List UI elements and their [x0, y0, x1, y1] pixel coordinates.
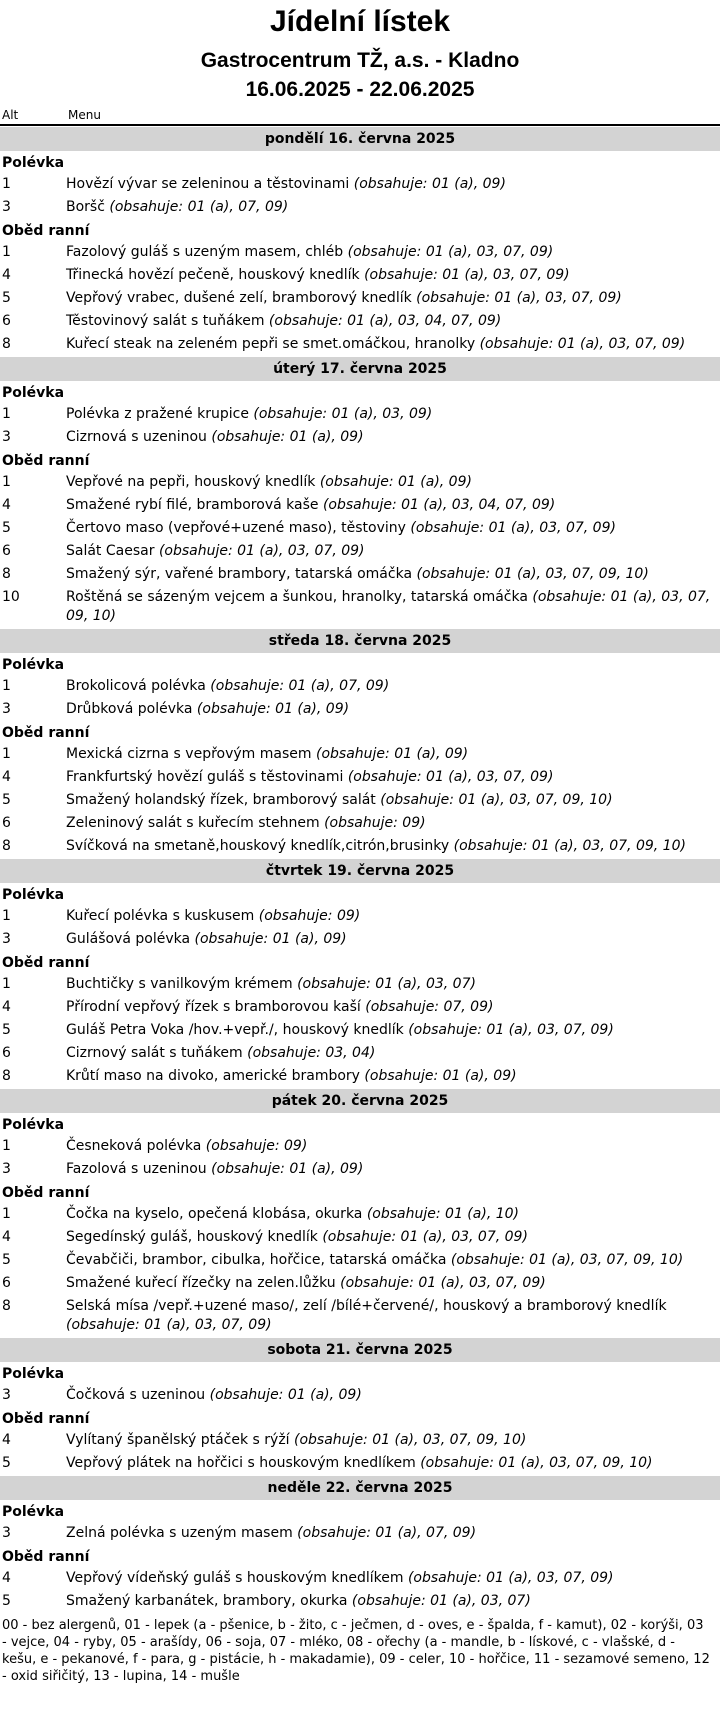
menu-item-alt: 4: [2, 1570, 11, 1586]
menu-item: [0, 310, 720, 333]
menu-item-alt: 1: [2, 678, 11, 694]
menu-item-name: Čočková s uzeninou: [66, 1387, 206, 1403]
menu-item-description: [66, 1228, 720, 1247]
menu-item-alt: 1: [2, 976, 11, 992]
menu-item-alt: 5: [2, 1022, 11, 1038]
section-title: Polévka: [2, 657, 65, 673]
menu-item-allergens: (obsahuje: 01 (a), 03, 07, 09, 10): [66, 589, 711, 624]
menu-item-allergens: (obsahuje: 01 (a), 03, 07, 09, 10): [380, 792, 613, 808]
menu-item-allergens: (obsahuje: 01 (a), 03, 07, 09): [479, 336, 686, 352]
menu-item-description: [66, 289, 720, 308]
section-title: Polévka: [2, 1366, 65, 1382]
menu-item-name: Mexická cizrna s vepřovým masem: [66, 746, 312, 762]
menu-item: [0, 403, 720, 426]
menu-item-description: [66, 998, 720, 1017]
menu-item: [0, 333, 720, 356]
menu-item-alt: 6: [2, 815, 11, 831]
menu-item-alt: 1: [2, 176, 11, 192]
menu-item-name: Vylítaný španělský ptáček s rýží: [66, 1432, 290, 1448]
menu-item-alt: 5: [2, 1593, 11, 1609]
menu-item: [0, 586, 720, 628]
menu-item-description: [66, 1454, 720, 1473]
section-title: Oběd ranní: [2, 1185, 90, 1201]
section-title: Oběd ranní: [2, 453, 90, 469]
menu-item-allergens: (obsahuje: 01 (a), 03, 07, 09): [340, 1275, 546, 1291]
menu-item-name: Buchtičky s vanilkovým krémem: [66, 976, 293, 992]
menu-item-description: [66, 930, 720, 949]
menu-item-alt: 8: [2, 336, 11, 352]
menu-item: [0, 471, 720, 494]
menu-item-allergens: (obsahuje: 01 (a), 09): [209, 1387, 362, 1403]
menu-item-name: Drůbková polévka: [66, 701, 193, 717]
menu-item-name: Zeleninový salát s kuřecím stehnem: [66, 815, 320, 831]
menu-item-name: Smažený holandský řízek, bramborový salát: [66, 792, 376, 808]
menu-item-description: [66, 1067, 720, 1086]
menu-item-name: Krůtí maso na divoko, americké brambory: [66, 1068, 360, 1084]
menu-item: [0, 287, 720, 310]
menu-item: [0, 1590, 720, 1613]
menu-item-alt: 1: [2, 1138, 11, 1154]
menu-item-description: [66, 1044, 720, 1063]
menu-item-alt: 8: [2, 566, 11, 582]
menu-item-allergens: (obsahuje: 01 (a), 09): [364, 1068, 517, 1084]
menu-item-allergens: (obsahuje: 01 (a), 10): [366, 1206, 519, 1222]
menu-item-name: Guláš Petra Voka /hov.+vepř./, houskový knedlík: [66, 1022, 404, 1038]
menu-item-alt: 3: [2, 1161, 11, 1177]
section-title: Oběd ranní: [2, 725, 90, 741]
menu-item-alt: 6: [2, 1275, 11, 1291]
menu-item: [0, 1135, 720, 1158]
menu-item-name: Svíčková na smetaně,houskový knedlík,citrón,brusinky: [66, 838, 450, 854]
menu-item: [0, 1567, 720, 1590]
menu-item: [0, 517, 720, 540]
menu-item-description: [66, 542, 720, 561]
menu-item: [0, 563, 720, 586]
menu-item-description: [66, 975, 720, 994]
menu-item-allergens: (obsahuje: 01 (a), 09): [319, 474, 472, 490]
column-header-alt: Alt: [2, 108, 19, 122]
menu-item-description: [66, 519, 720, 538]
menu-item-allergens: (obsahuje: 01 (a), 09): [194, 931, 347, 947]
menu-item: [0, 494, 720, 517]
day-header: pondělí 16. června 2025: [0, 127, 720, 151]
menu-item-description: [66, 1137, 720, 1156]
menu-item-allergens: (obsahuje: 01 (a), 03, 07): [297, 976, 476, 992]
menu-item-name: Smažené kuřecí řízečky na zelen.lůžku: [66, 1275, 336, 1291]
menu-item: [0, 835, 720, 858]
menu-item-description: [66, 312, 720, 331]
menu-item: [0, 1522, 720, 1545]
menu-item-alt: 8: [2, 1068, 11, 1084]
section-title: Oběd ranní: [2, 1549, 90, 1565]
menu-item-description: [66, 791, 720, 810]
menu-item-alt: 4: [2, 1229, 11, 1245]
menu-item-alt: 3: [2, 429, 11, 445]
menu-item: [0, 1272, 720, 1295]
menu-item-alt: 3: [2, 1387, 11, 1403]
menu-item-name: Cizrnová s uzeninou: [66, 429, 207, 445]
menu-item-description: [66, 677, 720, 696]
menu-item: [0, 1158, 720, 1181]
menu-item-name: Fazolová s uzeninou: [66, 1161, 207, 1177]
menu-item: [0, 173, 720, 196]
menu-item-name: Smažené rybí filé, bramborová kaše: [66, 497, 319, 513]
menu-item-description: [66, 405, 720, 424]
menu-item: [0, 1226, 720, 1249]
menu-item-allergens: (obsahuje: 03, 04): [247, 1045, 376, 1061]
menu-item-name: Těstovinový salát s tuňákem: [66, 313, 265, 329]
menu-item-allergens: (obsahuje: 01 (a), 03, 07, 09, 10): [450, 1252, 684, 1268]
menu-item-alt: 3: [2, 1525, 11, 1541]
menu-item-name: Zelná polévka s uzeným masem: [66, 1525, 293, 1541]
menu-item: [0, 1452, 720, 1475]
menu-item-allergens: (obsahuje: 01 (a), 03, 07, 09): [364, 267, 570, 283]
menu-item-alt: 6: [2, 543, 11, 559]
menu-item-description: [66, 907, 720, 926]
menu-item-allergens: (obsahuje: 01 (a), 03, 07, 09): [347, 769, 554, 785]
section-title: Polévka: [2, 1117, 65, 1133]
menu-item-allergens: (obsahuje: 01 (a), 03, 07, 09): [347, 244, 554, 260]
menu-item: [0, 905, 720, 928]
menu-item-alt: 5: [2, 792, 11, 808]
menu-item-alt: 3: [2, 199, 11, 215]
menu-item-allergens: (obsahuje: 01 (a), 03, 07, 09): [322, 1229, 528, 1245]
menu-item-alt: 4: [2, 769, 11, 785]
menu-item-name: Třinecká hovězí pečeně, houskový knedlík: [66, 267, 360, 283]
menu-item-name: Vepřový plátek na hořčici s houskovým knedlíkem: [66, 1455, 416, 1471]
menu-item: [0, 1384, 720, 1407]
menu-item-name: Vepřový vídeňský guláš s houskovým knedlíkem: [66, 1570, 404, 1586]
menu-item-allergens: (obsahuje: 01 (a), 09): [353, 176, 506, 192]
menu-item-name: Kuřecí steak na zeleném pepři se smet.omáčkou, hranolky: [66, 336, 476, 352]
menu-item-alt: 8: [2, 1298, 11, 1314]
page-title: Jídelní lístek: [269, 5, 451, 38]
menu-item: [0, 1019, 720, 1042]
menu-item-alt: 4: [2, 999, 11, 1015]
section-title: Polévka: [2, 155, 65, 171]
menu-item-name: Fazolový guláš s uzeným masem, chléb: [66, 244, 344, 260]
menu-item-allergens: (obsahuje: 01 (a), 09): [211, 1161, 364, 1177]
menu-item-description: [66, 1386, 720, 1405]
menu-item-allergens: (obsahuje: 01 (a), 07, 09): [210, 678, 390, 694]
section-title: Oběd ranní: [2, 223, 90, 239]
menu-item-allergens: (obsahuje: 01 (a), 03, 07): [351, 1593, 531, 1609]
menu-item-name: Brokolicová polévka: [66, 678, 206, 694]
menu-item-alt: 4: [2, 497, 11, 513]
menu-item: [0, 996, 720, 1019]
menu-item: [0, 264, 720, 287]
menu-item: [0, 540, 720, 563]
menu-item-allergens: (obsahuje: 01 (a), 03, 07, 09, 10): [420, 1455, 653, 1471]
menu-item-description: [66, 745, 720, 764]
menu-item-alt: 3: [2, 931, 11, 947]
menu-item-alt: 4: [2, 1432, 11, 1448]
menu-item-allergens: (obsahuje: 01 (a), 03, 04, 07, 09): [268, 313, 502, 329]
menu-item-description: [66, 1160, 720, 1179]
menu-item-description: [66, 266, 720, 285]
menu-item-name: Selská mísa /vepř.+uzené maso/, zelí /bílé+červené/, houskový a bramborový knedlík: [66, 1298, 667, 1314]
allergen-legend: 00 - bez alergenů, 01 - lepek (a - pšenice, b - žito, c - ječmen, d - oves, e - špalda, f - kamut), 02 - korýši, 03 - vejce, 04 - ryby, 05 - arašídy, 06 - soja, 07 - mléko, 08 - ořechy (a - mandle, b - lískové, c - vlašské, d - kešu, e - pekanové, f - para, g - pistácie, h - makadamie), 09 - celer, 10 - hořčice, 11 - sezamové semeno, 12 - oxid siřičitý, 13 - lupina, 14 - mušle: [2, 1618, 710, 1684]
menu-item-name: Čertovo maso (vepřové+uzené maso), těstoviny: [66, 520, 406, 536]
column-header-menu: Menu: [68, 108, 101, 122]
menu-item-allergens: (obsahuje: 09): [205, 1138, 308, 1154]
menu-item: [0, 1249, 720, 1272]
menu-item: [0, 1429, 720, 1452]
days-container: [0, 127, 720, 1613]
menu-item-allergens: (obsahuje: 01 (a), 09): [211, 429, 364, 445]
menu-item-name: Gulášová polévka: [66, 931, 191, 947]
menu-item-description: [66, 814, 720, 833]
menu-item-allergens: (obsahuje: 01 (a), 09): [315, 746, 469, 762]
menu-item-name: Přírodní vepřový řízek s bramborovou kaší: [66, 999, 361, 1015]
menu-item-description: [66, 837, 720, 856]
menu-item-alt: 1: [2, 406, 11, 422]
menu-item-allergens: (obsahuje: 01 (a), 03, 07, 09, 10): [294, 1432, 527, 1448]
menu-item: [0, 1042, 720, 1065]
menu-item-description: [66, 1274, 720, 1293]
menu-item-description: [66, 768, 720, 787]
day-header: čtvrtek 19. června 2025: [0, 859, 720, 883]
menu-item-name: Frankfurtský hovězí guláš s těstovinami: [66, 769, 344, 785]
menu-item: [0, 1065, 720, 1088]
menu-item-alt: 1: [2, 908, 11, 924]
menu-item-name: Hovězí vývar se zeleninou a těstovinami: [66, 176, 350, 192]
column-header-row: [0, 107, 720, 126]
menu-item: [0, 675, 720, 698]
menu-item-description: [66, 1021, 720, 1040]
menu-item: [0, 743, 720, 766]
menu-item-name: Vepřový vrabec, dušené zelí, bramborový knedlík: [66, 290, 412, 306]
menu-item: [0, 698, 720, 721]
menu-item-allergens: (obsahuje: 01 (a), 07, 09): [109, 199, 289, 215]
day-header: sobota 21. června 2025: [0, 1338, 720, 1362]
menu-item-allergens: (obsahuje: 01 (a), 03, 07, 09, 10): [416, 566, 649, 582]
canteen-name: Gastrocentrum TŽ, a.s. - Kladno: [200, 49, 520, 72]
menu-item: [0, 241, 720, 264]
menu-item-description: [66, 1205, 720, 1224]
day-header: neděle 22. června 2025: [0, 1476, 720, 1500]
menu-item-description: [66, 1592, 720, 1611]
menu-item-allergens: (obsahuje: 01 (a), 03, 07, 09): [407, 1570, 614, 1586]
menu-item-alt: 5: [2, 520, 11, 536]
section-title: Oběd ranní: [2, 1411, 90, 1427]
menu-item: [0, 766, 720, 789]
menu-item-alt: 3: [2, 701, 11, 717]
menu-item-name: Smažený karbanátek, brambory, okurka: [66, 1593, 348, 1609]
menu-item-allergens: (obsahuje: 01 (a), 03, 07, 09): [158, 543, 365, 559]
menu-item: [0, 973, 720, 996]
menu-item-alt: 1: [2, 1206, 11, 1222]
menu-item-description: [66, 588, 720, 626]
menu-item-description: [66, 198, 720, 217]
menu-item: [0, 789, 720, 812]
menu-item-allergens: (obsahuje: 01 (a), 03, 07, 09, 10): [453, 838, 686, 854]
menu-item: [0, 812, 720, 835]
date-range: 16.06.2025 - 22.06.2025: [245, 78, 475, 101]
menu-item-alt: 10: [2, 589, 20, 605]
section-title: Polévka: [2, 385, 65, 401]
menu-item-allergens: (obsahuje: 01 (a), 03, 07, 09): [66, 1317, 272, 1333]
menu-item-alt: 6: [2, 1045, 11, 1061]
menu-item-name: Čevabčiči, brambor, cibulka, hořčice, tatarská omáčka: [66, 1252, 447, 1268]
menu-item-alt: 4: [2, 267, 11, 283]
menu-item-name: Česneková polévka: [66, 1138, 202, 1154]
menu-item-allergens: (obsahuje: 07, 09): [365, 999, 494, 1015]
menu-item-description: [66, 1524, 720, 1543]
menu-item-allergens: (obsahuje: 01 (a), 03, 07, 09): [408, 1022, 614, 1038]
menu-item-description: [66, 175, 720, 194]
menu-item-description: [66, 428, 720, 447]
menu-item-description: [66, 496, 720, 515]
menu-item: [0, 426, 720, 449]
menu-item: [0, 1295, 720, 1337]
menu-item-alt: 5: [2, 290, 11, 306]
menu-item-name: Čočka na kyselo, opečená klobása, okurka: [66, 1206, 363, 1222]
menu-item-alt: 6: [2, 313, 11, 329]
menu-item-alt: 1: [2, 244, 11, 260]
day-header: středa 18. června 2025: [0, 629, 720, 653]
menu-item-allergens: (obsahuje: 01 (a), 03, 04, 07, 09): [322, 497, 556, 513]
menu-item-name: Boršč: [66, 199, 105, 215]
menu-item-allergens: (obsahuje: 09): [258, 908, 361, 924]
menu-item-name: Polévka z pražené krupice: [66, 406, 249, 422]
menu-item-description: [66, 335, 720, 354]
day-header: pátek 20. června 2025: [0, 1089, 720, 1113]
menu-item-allergens: (obsahuje: 01 (a), 03, 07, 09): [410, 520, 616, 536]
menu-item: [0, 196, 720, 219]
menu-item-description: [66, 1569, 720, 1588]
menu-item-alt: 8: [2, 838, 11, 854]
menu-item-name: Vepřové na pepři, houskový knedlík: [66, 474, 316, 490]
menu-page: [0, 4, 720, 1685]
menu-item-name: Roštěná se sázeným vejcem a šunkou, hranolky, tatarská omáčka: [66, 589, 528, 605]
menu-item-description: [66, 700, 720, 719]
section-title: Oběd ranní: [2, 955, 90, 971]
menu-item-alt: 1: [2, 474, 11, 490]
menu-item-description: [66, 1297, 720, 1335]
menu-item-description: [66, 1431, 720, 1450]
menu-item-allergens: (obsahuje: 01 (a), 07, 09): [297, 1525, 477, 1541]
menu-item-name: Segedínský guláš, houskový knedlík: [66, 1229, 318, 1245]
menu-item-description: [66, 243, 720, 262]
menu-item-allergens: (obsahuje: 01 (a), 03, 09): [253, 406, 433, 422]
section-title: Polévka: [2, 887, 65, 903]
menu-item-description: [66, 1251, 720, 1270]
menu-item: [0, 1203, 720, 1226]
menu-item-description: [66, 473, 720, 492]
menu-item-alt: 5: [2, 1252, 11, 1268]
menu-item-name: Kuřecí polévka s kuskusem: [66, 908, 255, 924]
day-header: úterý 17. června 2025: [0, 357, 720, 381]
menu-item-alt: 5: [2, 1455, 11, 1471]
menu-item-allergens: (obsahuje: 01 (a), 03, 07, 09): [416, 290, 622, 306]
menu-item-name: Smažený sýr, vařené brambory, tatarská omáčka: [66, 566, 413, 582]
menu-item-allergens: (obsahuje: 01 (a), 09): [196, 701, 350, 717]
menu-item-description: [66, 565, 720, 584]
menu-item-alt: 1: [2, 746, 11, 762]
menu-item: [0, 928, 720, 951]
menu-item-name: Cizrnový salát s tuňákem: [66, 1045, 243, 1061]
menu-item-name: Salát Caesar: [66, 543, 155, 559]
menu-item-allergens: (obsahuje: 09): [324, 815, 426, 831]
section-title: Polévka: [2, 1504, 65, 1520]
